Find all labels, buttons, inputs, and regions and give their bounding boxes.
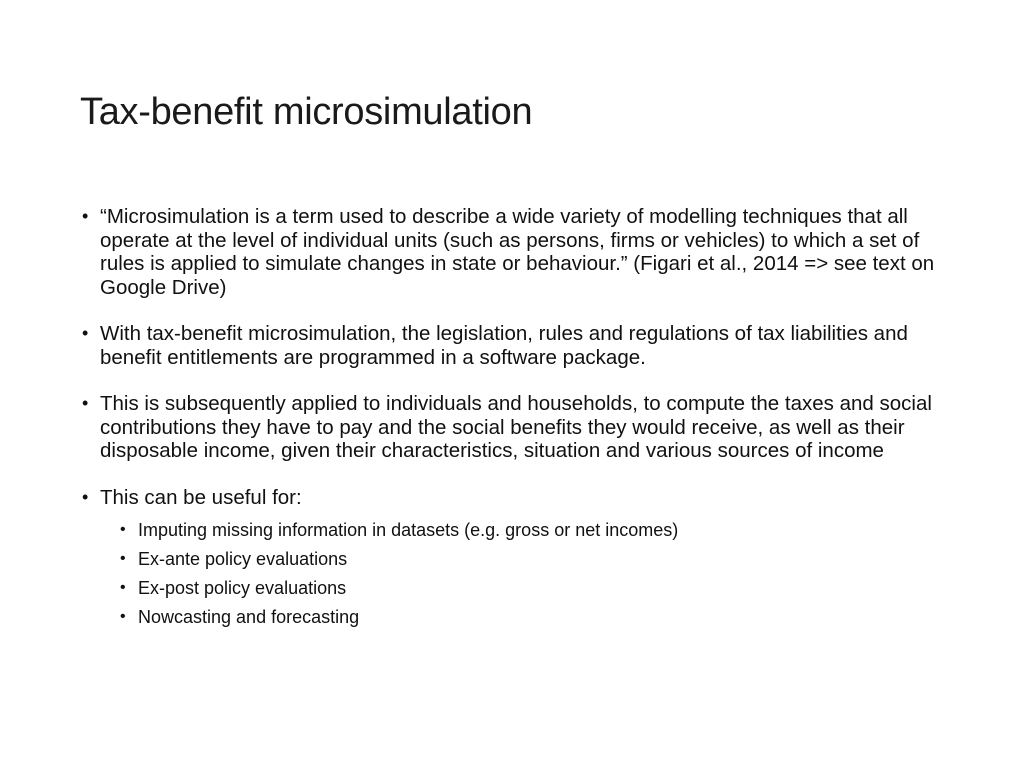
bullet-item-useful-for <box>80 486 960 629</box>
sub-bullet-icon: • <box>120 608 126 625</box>
sub-bullet-text: Ex-ante policy evaluations <box>138 549 348 569</box>
bullet-text: With tax-benefit microsimulation, the legislation, rules and regulations of tax liabilities and benefit entitlements are programmed in a software package. <box>100 322 908 369</box>
bullet-item-application <box>80 392 960 463</box>
bullet-icon: • <box>82 206 89 226</box>
bullet-item-microsimulation-definition <box>80 205 960 299</box>
sub-bullet-icon: • <box>120 579 126 596</box>
bullet-text: This is subsequently applied to individuals and households, to compute the taxes and social contributions they have to pay and the social benefits they would receive, as well as their disposable income, given their characteristics, situation and various sources of income <box>100 392 932 462</box>
bullet-icon: • <box>82 486 89 507</box>
sub-bullet-item-ex-ante <box>118 548 960 570</box>
sub-bullet-item-imputing <box>118 519 960 541</box>
slide-title: Tax-benefit microsimulation <box>80 91 533 133</box>
slide-body <box>80 205 960 651</box>
sub-bullet-text: Ex-post policy evaluations <box>138 578 347 598</box>
bullet-text: This can be useful for: <box>100 485 302 509</box>
bullet-item-tax-benefit <box>80 322 960 369</box>
sub-bullet-icon: • <box>120 521 126 538</box>
bullet-icon: • <box>82 323 89 343</box>
bullet-icon: • <box>82 393 89 413</box>
bullet-list <box>80 205 960 628</box>
sub-bullet-icon: • <box>120 550 126 567</box>
sub-bullet-list <box>118 519 960 628</box>
sub-bullet-text: Imputing missing information in datasets (e.g. gross or net incomes) <box>138 520 679 540</box>
bullet-text: “Microsimulation is a term used to describe a wide variety of modelling techniques that all operate at the level of individual units (such as persons, firms or vehicles) to which a set of rules is applied to simulate changes in state or behaviour.” (Figari et al., 2014 => see text on Google Drive) <box>100 205 935 299</box>
sub-bullet-item-ex-post <box>118 577 960 599</box>
sub-bullet-text: Nowcasting and forecasting <box>138 607 360 627</box>
sub-bullet-item-nowcasting <box>118 606 960 628</box>
